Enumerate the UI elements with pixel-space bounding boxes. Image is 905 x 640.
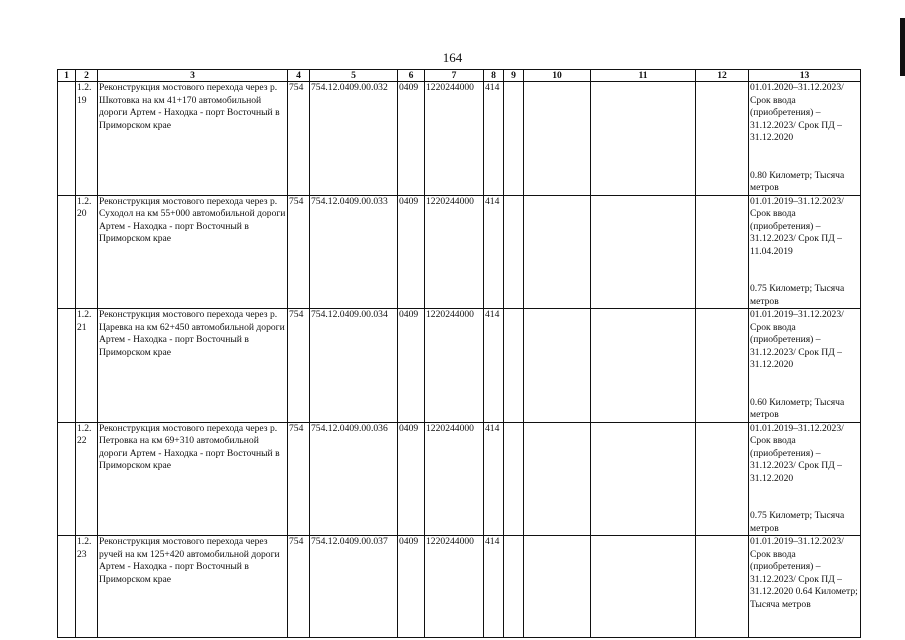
cell-item-number: 1.2.22 (76, 422, 98, 536)
cell-col1 (58, 309, 76, 423)
cell-col8: 414 (484, 422, 504, 536)
cell-col6: 0409 (398, 422, 425, 536)
cell-col6: 0409 (398, 536, 425, 638)
cell-col4: 754 (288, 422, 310, 536)
cell-col9 (504, 195, 524, 309)
cell-col1 (58, 422, 76, 536)
cell-col9 (504, 536, 524, 638)
period-text: 01.01.2019–31.12.2023/ Срок ввода (приобретения) – 31.12.2023/ Срок ПД – 31.12.2020 (750, 309, 844, 370)
cell-item-number: 1.2.20 (76, 195, 98, 309)
header-cell: 5 (310, 70, 398, 82)
header-row (58, 70, 861, 82)
cell-col1 (58, 195, 76, 309)
cell-object-name: Реконструкция мостового перехода через ручей на км 125+420 автомобильной дороги Артем - Находка - порт Восточный в Приморском крае (98, 536, 288, 638)
cell-col4: 754 (288, 82, 310, 196)
header-cell: 13 (749, 70, 861, 82)
cell-col9 (504, 82, 524, 196)
period-text: 01.01.2020–31.12.2023/ Срок ввода (приобретения) – 31.12.2023/ Срок ПД – 31.12.2020 (750, 82, 844, 143)
cell-col5: 754.12.0409.00.036 (310, 422, 398, 536)
cell-col13 (749, 195, 861, 309)
cell-col12 (696, 536, 749, 638)
cell-col8: 414 (484, 309, 504, 423)
cell-col5: 754.12.0409.00.032 (310, 82, 398, 196)
header-cell: 8 (484, 70, 504, 82)
capacity-text: 0.60 Километр; Тысяча метров (750, 396, 845, 420)
cell-col9 (504, 309, 524, 423)
cell-col7: 1220244000 (425, 422, 484, 536)
cell-col12 (696, 195, 749, 309)
header-cell: 4 (288, 70, 310, 82)
cell-col4: 754 (288, 195, 310, 309)
table-row (58, 309, 861, 423)
cell-col11 (591, 536, 696, 638)
page-edge-mark (900, 18, 905, 76)
cell-object-name: Реконструкция мостового перехода через р. Царевка на км 62+450 автомобильной дороги Артем - Находка - порт Восточный в Приморском крае (98, 309, 288, 423)
header-cell: 11 (591, 70, 696, 82)
cell-col9 (504, 422, 524, 536)
cell-col7: 1220244000 (425, 82, 484, 196)
header-cell: 7 (425, 70, 484, 82)
cell-col7: 1220244000 (425, 195, 484, 309)
cell-col4: 754 (288, 536, 310, 638)
header-cell: 6 (398, 70, 425, 82)
cell-item-number: 1.2.19 (76, 82, 98, 196)
header-cell: 9 (504, 70, 524, 82)
cell-col13 (749, 536, 861, 638)
cell-col10 (524, 536, 591, 638)
cell-col11 (591, 422, 696, 536)
cell-col5: 754.12.0409.00.037 (310, 536, 398, 638)
cell-col8: 414 (484, 536, 504, 638)
cell-col13 (749, 309, 861, 423)
cell-col11 (591, 309, 696, 423)
page-number: 164 (442, 50, 463, 65)
register-table (57, 69, 861, 638)
table-row (58, 82, 861, 196)
capacity-text: 0.64 Километр; Тысяча метров (750, 586, 858, 610)
cell-col5: 754.12.0409.00.033 (310, 195, 398, 309)
cell-col7: 1220244000 (425, 309, 484, 423)
cell-col8: 414 (484, 195, 504, 309)
header-cell: 10 (524, 70, 591, 82)
table-row (58, 195, 861, 309)
table-row (58, 422, 861, 536)
cell-col12 (696, 309, 749, 423)
cell-col10 (524, 82, 591, 196)
capacity-text: 0.75 Километр; Тысяча метров (750, 510, 845, 534)
period-text: 01.01.2019–31.12.2023/ Срок ввода (приобретения) – 31.12.2023/ Срок ПД – 31.12.2020 (750, 422, 844, 484)
cell-col1 (58, 82, 76, 196)
period-text: 01.01.2019–31.12.2023/ Срок ввода (приобретения) – 31.12.2023/ Срок ПД – 31.12.2020 (750, 536, 844, 597)
cell-col5: 754.12.0409.00.034 (310, 309, 398, 423)
header-cell: 2 (76, 70, 98, 82)
period-text: 01.01.2019–31.12.2023/ Срок ввода (приобретения) – 31.12.2023/ Срок ПД – 11.04.2019 (750, 195, 844, 257)
cell-object-name: Реконструкция мостового перехода через р. Шкотовка на км 41+170 автомобильной дороги Артем - Находка - порт Восточный в Приморском крае (98, 82, 288, 196)
cell-col6: 0409 (398, 309, 425, 423)
header-cell: 1 (58, 70, 76, 82)
header-cell: 3 (98, 70, 288, 82)
cell-col11 (591, 195, 696, 309)
cell-col10 (524, 195, 591, 309)
cell-object-name: Реконструкция мостового перехода через р. Суходол на км 55+000 автомобильной дороги Артем - Находка - порт Восточный в Приморском крае (98, 195, 288, 309)
cell-col13 (749, 82, 861, 196)
table-row (58, 536, 861, 638)
cell-col8: 414 (484, 82, 504, 196)
cell-col10 (524, 309, 591, 423)
cell-col4: 754 (288, 309, 310, 423)
cell-col7: 1220244000 (425, 536, 484, 638)
capacity-text: 0.80 Километр; Тысяча метров (750, 169, 845, 193)
cell-col13 (749, 422, 861, 536)
cell-col10 (524, 422, 591, 536)
cell-col6: 0409 (398, 195, 425, 309)
cell-object-name: Реконструкция мостового перехода через р. Петровка на км 69+310 автомобильной дороги Артем - Находка - порт Восточный в Приморском крае (98, 422, 288, 536)
cell-item-number: 1.2.23 (76, 536, 98, 638)
header-cell: 12 (696, 70, 749, 82)
cell-item-number: 1.2.21 (76, 309, 98, 423)
cell-col12 (696, 422, 749, 536)
capacity-text: 0.75 Километр; Тысяча метров (750, 283, 845, 307)
cell-col1 (58, 536, 76, 638)
cell-col11 (591, 82, 696, 196)
cell-col12 (696, 82, 749, 196)
cell-col6: 0409 (398, 82, 425, 196)
